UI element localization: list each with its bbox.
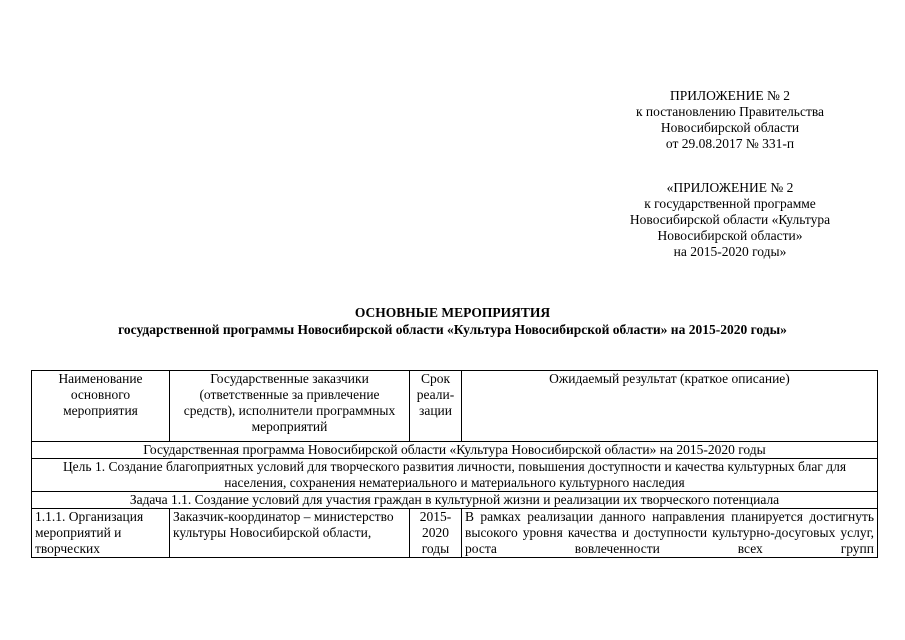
appendix-date-number: от 29.08.2017 № 331-п xyxy=(665,136,795,151)
appendix-program-name: Новосибирской области «Культура xyxy=(629,212,831,227)
appendix-region: Новосибирской области xyxy=(660,120,800,135)
appendix-header-state-program xyxy=(560,180,900,260)
appendix-reference: к постановлению Правительства xyxy=(635,104,825,119)
page-title: ОСНОВНЫЕ МЕРОПРИЯТИЯ xyxy=(354,305,551,320)
customer-cell: Заказчик-координатор – министерство культуры Новосибирской области, xyxy=(170,509,410,558)
appendix-reference: к государственной программе xyxy=(644,196,816,211)
column-header-customers: Государственные заказчики (ответственные за привлечение средств), исполнители программных мероприятий xyxy=(170,371,410,442)
activity-name-cell: 1.1.1. Организация мероприятий и творческих xyxy=(32,509,170,558)
activities-table xyxy=(31,370,878,558)
page-subtitle: государственной программы Новосибирской области «Культура Новосибирской области» на 2015-2020 годы» xyxy=(118,322,787,337)
program-title-cell: Государственная программа Новосибирской области «Культура Новосибирской области» на 2015-2020 годы xyxy=(32,442,878,459)
term-cell: 2015-2020 годы xyxy=(410,509,462,558)
task-row xyxy=(32,492,878,509)
column-header-term: Срок реали-зации xyxy=(410,371,462,442)
result-cell: В рамках реализации данного направления планируется достигнуть высокого уровня качества и доступности культурно-досуговых услуг, роста вовлеченности всех групп xyxy=(462,509,878,558)
goal-cell: Цель 1. Создание благоприятных условий для творческого развития личности, повышения доступности и качества культурных благ для населения, сохранения нематериального и материального культурного наследия xyxy=(32,459,878,492)
appendix-label: ПРИЛОЖЕНИЕ № 2 xyxy=(669,88,791,103)
table-header-row xyxy=(32,371,878,442)
task-cell: Задача 1.1. Создание условий для участия граждан в культурной жизни и реализации их творческого потенциала xyxy=(32,492,878,509)
appendix-program-name-cont: Новосибирской области» xyxy=(657,228,803,243)
column-header-expected-result: Ожидаемый результат (краткое описание) xyxy=(462,371,878,442)
column-header-activity-name: Наименование основного мероприятия xyxy=(32,371,170,442)
goal-row xyxy=(32,459,878,492)
appendix-period: на 2015-2020 годы» xyxy=(673,244,787,259)
program-row xyxy=(32,442,878,459)
appendix-label: «ПРИЛОЖЕНИЕ № 2 xyxy=(666,180,794,195)
table-row xyxy=(32,509,878,558)
document-title xyxy=(0,304,905,338)
appendix-header-government-decree xyxy=(560,88,900,152)
